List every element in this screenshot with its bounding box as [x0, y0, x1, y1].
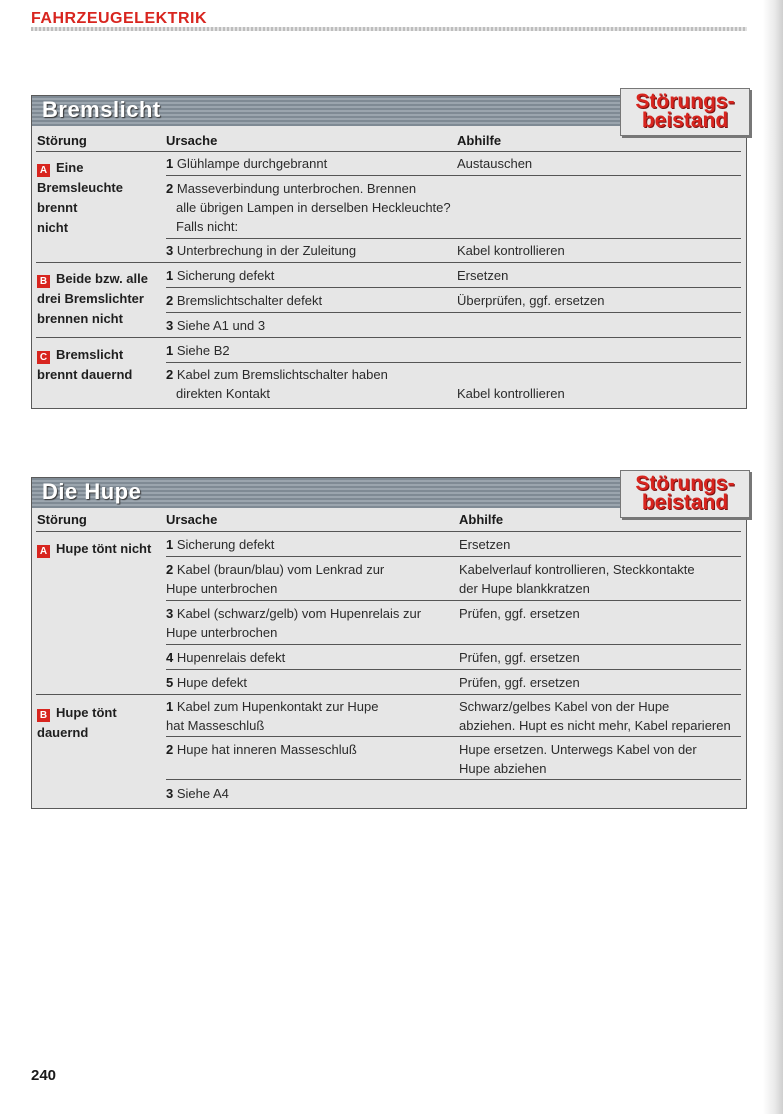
fault-text: Hupe tönt: [56, 705, 117, 720]
badge-line2: beistand: [641, 491, 729, 514]
remedy-a5: Prüfen, ggf. ersetzen: [459, 675, 580, 690]
panel-title: Die Hupe: [42, 479, 142, 504]
fault-b: [37, 269, 162, 329]
page-edge-shadow: [763, 0, 783, 1114]
row-divider: [166, 287, 741, 288]
fault-text: dauernd: [37, 725, 89, 740]
header-rule: [31, 27, 747, 31]
col-header-stoerung: Störung: [37, 512, 87, 527]
fault-text: Eine: [56, 160, 84, 175]
remedy-a1: Ersetzen: [459, 537, 511, 552]
group-divider: [36, 262, 741, 263]
fault-text: Hupe tönt nicht: [56, 541, 152, 556]
fault-a: [37, 158, 162, 238]
col-header-ursache: Ursache: [166, 512, 218, 527]
section-header: FAHRZEUGELEKTRIK: [31, 10, 207, 27]
col-header-abhilfe: Abhilfe: [457, 133, 502, 148]
fault-text: Bremslicht: [56, 347, 124, 362]
troubleshooting-badge: [620, 470, 750, 518]
fault-text: Bremsleuchte brennt: [37, 180, 123, 215]
row-divider: [166, 556, 741, 557]
fault-c: [37, 345, 162, 385]
cause-b3: 3 Siehe A4: [166, 786, 229, 801]
cause-a3: 3 Unterbrechung in der Zuleitung: [166, 243, 357, 258]
fault-a: [37, 539, 162, 559]
brake-light-panel: [31, 90, 747, 409]
cause-a3: 3 Kabel (schwarz/gelb) vom Hupenrelais zur Hupe unterbrochen: [166, 606, 422, 640]
badge-line1: Störungs-: [635, 90, 735, 113]
badge-line1: Störungs-: [635, 472, 735, 495]
remedy-b2: Überprüfen, ggf. ersetzen: [457, 293, 605, 308]
remedy-a2: Kabelverlauf kontrollieren, Steckkontakte der Hupe blankkratzen: [459, 562, 695, 596]
fault-b: [37, 703, 162, 743]
remedy-a4: Prüfen, ggf. ersetzen: [459, 650, 580, 665]
badge-line2: beistand: [641, 109, 729, 132]
fault-text: brennt dauernd: [37, 367, 133, 382]
row-divider: [166, 238, 741, 239]
cause-a1: 1 Sicherung defekt: [166, 537, 275, 552]
header-divider: [36, 151, 741, 152]
cause-a5: 5 Hupe defekt: [166, 675, 247, 690]
fault-text: nicht: [37, 220, 69, 235]
fault-letter-badge: A: [37, 545, 50, 558]
row-divider: [166, 312, 741, 313]
fault-letter-badge: B: [37, 709, 50, 722]
header-divider: [36, 531, 741, 532]
cause-b1: 1 Kabel zum Hupenkontakt zur Hupe hat Masseschluß: [166, 699, 379, 733]
cause-a4: 4 Hupenrelais defekt: [166, 650, 286, 665]
fault-text: Beide bzw. alle: [56, 271, 148, 286]
remedy-b2: Hupe ersetzen. Unterwegs Kabel von der Hupe abziehen: [459, 742, 697, 776]
cause-b1: 1 Sicherung defekt: [166, 268, 275, 283]
col-header-abhilfe: Abhilfe: [459, 512, 504, 527]
cause-c2: 2 Kabel zum Bremslichtschalter haben direkten Kontakt: [166, 367, 388, 401]
remedy-a3: Prüfen, ggf. ersetzen: [459, 606, 580, 621]
remedy-a3: Kabel kontrollieren: [457, 243, 565, 258]
remedy-b1: Schwarz/gelbes Kabel von der Hupe abziehen. Hupt es nicht mehr, Kabel reparieren: [459, 699, 731, 733]
col-header-ursache: Ursache: [166, 133, 218, 148]
fault-text: brennen nicht: [37, 311, 123, 326]
panel-title: Bremslicht: [42, 97, 161, 122]
row-divider: [166, 362, 741, 363]
cause-a1: 1 Glühlampe durchgebrannt: [166, 156, 328, 171]
cause-c1: 1 Siehe B2: [166, 343, 230, 358]
group-divider: [36, 337, 741, 338]
cause-b3: 3 Siehe A1 und 3: [166, 318, 266, 333]
row-divider: [166, 669, 741, 670]
col-header-stoerung: Störung: [37, 133, 87, 148]
page-number: 240: [31, 1067, 57, 1084]
cause-a2: 2 Kabel (braun/blau) vom Lenkrad zur Hupe unterbrochen: [166, 562, 385, 596]
cause-b2: 2 Hupe hat inneren Masseschluß: [166, 742, 357, 757]
row-divider: [166, 600, 741, 601]
cause-a2: 2 Masseverbindung unterbrochen. Brennen alle übrigen Lampen in derselben Heckleuchte? Falls nicht:: [166, 181, 451, 234]
remedy-a1: Austauschen: [457, 156, 533, 171]
remedy-c2: Kabel kontrollieren: [457, 386, 565, 401]
fault-text: drei Bremslichter: [37, 291, 144, 306]
row-divider: [166, 736, 741, 737]
row-divider: [166, 779, 741, 780]
troubleshooting-badge: [620, 88, 750, 136]
fault-letter-badge: C: [37, 351, 50, 364]
group-divider: [36, 694, 741, 695]
fault-letter-badge: B: [37, 275, 50, 288]
remedy-b1: Ersetzen: [457, 268, 509, 283]
row-divider: [166, 644, 741, 645]
horn-panel: [31, 472, 747, 809]
fault-letter-badge: A: [37, 164, 50, 177]
cause-b2: 2 Bremslichtschalter defekt: [166, 293, 323, 308]
row-divider: [166, 175, 741, 176]
